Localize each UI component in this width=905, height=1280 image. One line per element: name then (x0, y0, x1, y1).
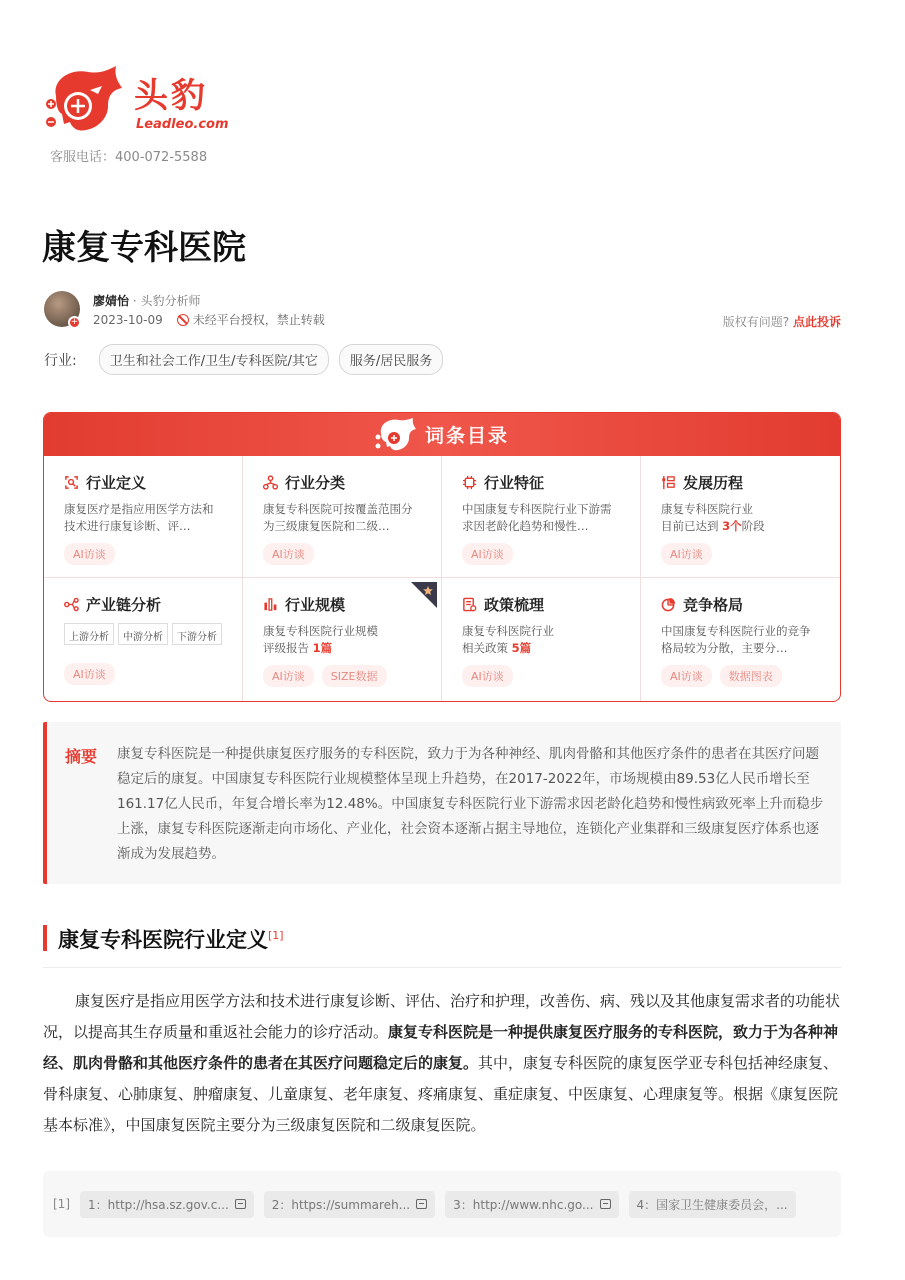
complaint-link[interactable]: 点此投诉 (792, 315, 841, 329)
ai-interview-button[interactable]: AI访谈 (661, 665, 712, 687)
copyright-notice (723, 313, 841, 330)
section-title (58, 924, 284, 954)
section-accent-bar (43, 925, 47, 951)
author-role: · 头豹分析师 (132, 294, 201, 308)
toc-item-definition[interactable] (44, 456, 243, 578)
toc-item-desc (263, 623, 421, 657)
link-icon (600, 1199, 611, 1209)
section-divider (43, 967, 841, 968)
star-corner-icon (411, 582, 437, 608)
ai-interview-button[interactable]: AI访谈 (462, 665, 513, 687)
license-notice (177, 311, 325, 328)
toc-item-label: 行业定义 (86, 474, 147, 492)
bar-chart-icon (263, 597, 278, 612)
ai-interview-button[interactable]: AI访谈 (64, 663, 115, 685)
midstream-tag[interactable]: 中游分析 (118, 623, 168, 645)
footnote-ref[interactable]: [1] (268, 929, 284, 942)
reference-link[interactable] (445, 1191, 618, 1218)
toc-item-scale[interactable] (243, 578, 442, 701)
leopard-logo-icon (375, 418, 417, 452)
toc-item-label: 产业链分析 (86, 596, 162, 614)
reference-text: 2：https://summareh... (271, 1197, 411, 1212)
industry-row (44, 344, 443, 375)
desc-text: 康复专科医院行业规模 (263, 624, 378, 638)
toc-item-label: 行业特征 (484, 474, 545, 492)
timeline-icon (661, 475, 676, 490)
data-chart-button[interactable]: 数据图表 (720, 665, 782, 687)
ai-interview-button[interactable]: AI访谈 (661, 543, 712, 565)
desc-text: 阶段 (741, 519, 765, 533)
page-title: 康复专科医院 (42, 228, 246, 268)
toc-item-desc (462, 623, 620, 657)
ban-icon (177, 314, 189, 326)
toc-item-title (263, 472, 421, 493)
toc-item-desc (661, 501, 820, 535)
reference-link[interactable] (629, 1191, 796, 1218)
toc-item-title (661, 472, 820, 493)
brand-logo[interactable] (42, 62, 242, 142)
summary-label: 摘要 (65, 747, 98, 766)
link-icon (416, 1199, 427, 1209)
size-data-button[interactable]: SIZE数据 (322, 665, 387, 687)
toc-item-title (661, 594, 820, 615)
definition-paragraph (43, 986, 841, 1141)
toc-item-desc: 中国康复专科医院行业的竞争格局较为分散，主要分… (661, 624, 811, 655)
toc-item-label: 发展历程 (683, 474, 744, 492)
analyst-badge-icon: + (68, 316, 81, 329)
desc-text: 评级报告 (263, 641, 309, 655)
author-name[interactable]: 廖婧怡 (93, 294, 130, 308)
toc-item-label: 行业规模 (285, 596, 346, 614)
brand-domain: Leadleo.com (136, 117, 229, 132)
author-line (93, 292, 200, 309)
reference-index: [1] (53, 1197, 70, 1211)
chain-tags (64, 623, 222, 655)
toc-item-title (263, 594, 421, 615)
toc-item-chain[interactable] (44, 578, 243, 701)
desc-text: 康复专科医院行业 (462, 624, 554, 638)
references-bar (43, 1171, 841, 1237)
search-doc-icon (64, 475, 79, 490)
link-icon (235, 1199, 246, 1209)
toc-item-classification[interactable] (243, 456, 442, 578)
industry-tag[interactable]: 卫生和社会工作/卫生/专科医院/其它 (99, 344, 329, 375)
report-count: 1篇 (312, 641, 333, 655)
toc-item-title (64, 472, 222, 493)
toc-item-desc: 康复专科医院可按覆盖范围分为三级康复医院和二级… (263, 502, 413, 533)
policy-count: 5篇 (511, 641, 532, 655)
desc-text: 康复专科医院行业 (661, 502, 753, 516)
toc-card (43, 412, 841, 702)
desc-text: 相关政策 (462, 641, 508, 655)
section-title-text: 康复专科医院行业定义 (58, 928, 268, 952)
chain-icon (64, 597, 79, 612)
para-text: 其中，康复专科医院的康复医学亚专科包括神经康复、骨科康复、心肺康复、肿瘤康复、儿童康复、老年康复、疼痛康复、重症康复、中医康复、心理康复等。根据《康复医院基本标准》，中国康复医院主要分为三级康复医院和二级康复医院。 (43, 1054, 839, 1134)
ai-interview-button[interactable]: AI访谈 (64, 543, 115, 565)
reference-text: 1：http://hsa.sz.gov.c... (88, 1197, 229, 1212)
toc-item-title (462, 594, 620, 615)
hierarchy-icon (263, 475, 278, 490)
feature-icon (462, 475, 477, 490)
para-text: 康复医疗是指应用医学方法和技术进行康复诊断、评估、治疗和护理，改善伤、病、残以及其他康复需求者的功能状况，以提高其生存质量和重返社会能力的诊疗活动。 (43, 992, 841, 1041)
license-text: 未经平台授权，禁止转载 (192, 313, 325, 327)
pie-chart-icon (661, 597, 676, 612)
toc-item-competition[interactable] (641, 578, 840, 701)
summary-text: 康复专科医院是一种提供康复医疗服务的专科医院，致力于为各种神经、肌肉骨骼和其他医疗条件的患者在其医疗问题稳定后的康复。中国康复专科医院行业规模整体呈现上升趋势，在2017-2022年，市场规模由89.53亿人民币增长至161.17亿人民币，年复合增长率为12.48%。中国康复专科医院行业下游需求因老龄化趋势和慢性病致死率上升而稳步上涨，康复专科医院逐渐走向市场化、产业化，社会资本逐渐占据主导地位，连锁化产业集群和三级康复医疗体系也逐渐成为发展趋势。 (117, 746, 824, 862)
toc-item-policy[interactable] (442, 578, 641, 701)
summary-box (43, 722, 841, 884)
industry-tag[interactable]: 服务/居民服务 (339, 344, 443, 375)
publish-date: 2023-10-09 (93, 312, 163, 327)
meta-line (93, 311, 325, 328)
ai-interview-button[interactable]: AI访谈 (263, 665, 314, 687)
brand-name: 头豹 (134, 76, 208, 116)
toc-item-desc: 中国康复专科医院行业下游需求因老龄化趋势和慢性… (462, 502, 612, 533)
hotline: 客服电话：400-072-5588 (50, 150, 208, 165)
toc-item-label: 行业分类 (285, 474, 346, 492)
reference-link[interactable] (264, 1191, 435, 1218)
industry-label: 行业: (44, 352, 77, 369)
policy-icon (462, 597, 477, 612)
stage-count: 3个 (722, 519, 742, 533)
toc-grid (44, 456, 840, 701)
copyright-question: 版权有问题? (722, 315, 790, 329)
desc-text: 目前已达到 (661, 519, 719, 533)
para-bold-text: 康复专科医院是一种提供康复医疗服务的专科医院，致力于为各种神经、肌肉骨骼和其他医疗条件的患者在其医疗问题稳定后的康复。 (43, 1023, 839, 1072)
reference-link[interactable] (80, 1191, 254, 1218)
reference-text: 3：http://www.nhc.go... (453, 1197, 594, 1212)
downstream-tag[interactable]: 下游分析 (172, 623, 222, 645)
toc-title: 词条目录 (424, 425, 509, 447)
toc-item-title (462, 472, 620, 493)
toc-item-label: 竞争格局 (683, 596, 744, 614)
toc-item-title (64, 594, 222, 615)
ai-interview-button[interactable]: AI访谈 (462, 543, 513, 565)
toc-item-history[interactable] (641, 456, 840, 578)
toc-item-label: 政策梳理 (484, 596, 545, 614)
toc-item-desc: 康复医疗是指应用医学方法和技术进行康复诊断、评… (64, 502, 214, 533)
toc-item-features[interactable] (442, 456, 641, 578)
reference-text: 4：国家卫生健康委员会，... (636, 1197, 788, 1212)
ai-interview-button[interactable]: AI访谈 (263, 543, 314, 565)
leopard-logo-icon (42, 66, 124, 136)
upstream-tag[interactable]: 上游分析 (64, 623, 114, 645)
toc-header (44, 413, 840, 456)
